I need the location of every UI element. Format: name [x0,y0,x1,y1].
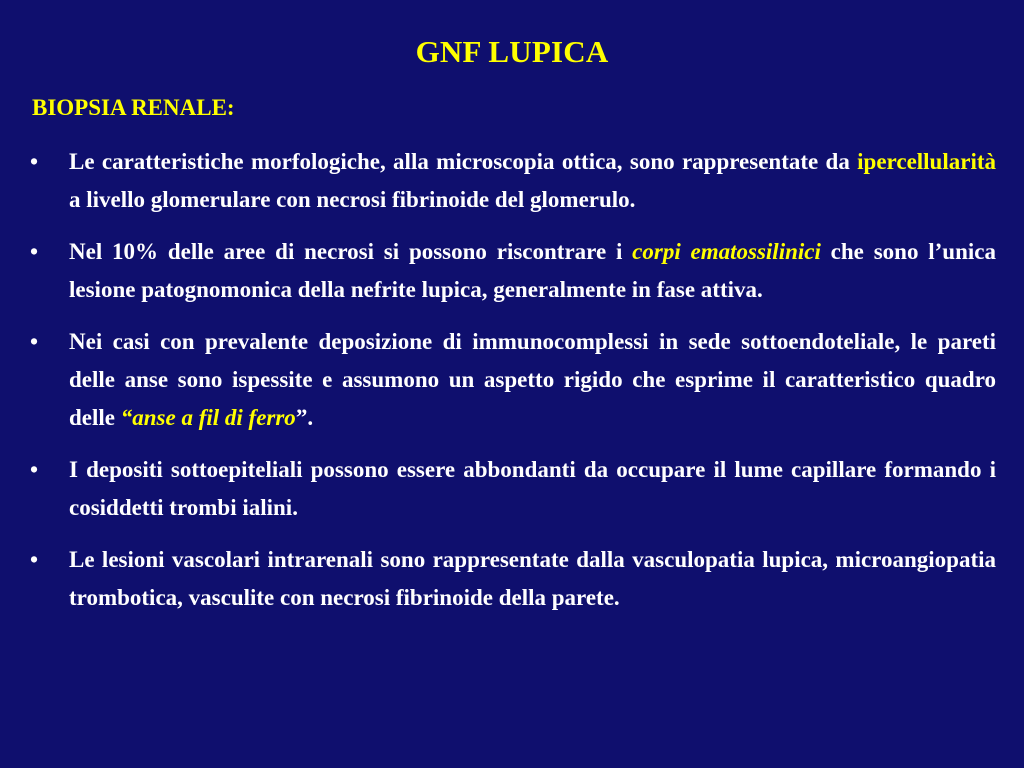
bullet-text: che sono l’unica lesione patognomonica della nefrite lupica, generalmente in fase attiva. [69,239,996,302]
bullet-icon: • [30,239,39,264]
bullet-icon: • [30,329,39,354]
bullet-icon: • [30,457,39,482]
bullet-text: Nei casi con prevalente deposizione di immunocomplessi in sede sottoendoteliale, le pareti delle anse sono ispessite e assumono un aspetto rigido che esprime il caratteristico quadro delle [69,329,996,430]
highlight-term: “anse a fil di ferro [120,405,296,430]
bullet-item-anse-fil-di-ferro [30,323,996,437]
bullet-icon: • [30,149,39,174]
bullet-text: Nel 10% delle aree di necrosi si possono riscontrare i [69,239,633,264]
bullet-text: I depositi sottoepiteliali possono essere abbondanti da occupare il lume capillare formando i cosiddetti trombi ialini. [69,457,996,520]
bullet-item-corpi-ematossilinici [30,233,996,309]
bullet-text: Le caratteristiche morfologiche, alla microscopia ottica, sono rappresentate da [69,149,858,174]
bullet-text: Le lesioni vascolari intrarenali sono rappresentate dalla vasculopatia lupica, microangiopatia trombotica, vasculite con necrosi fibrinoide della parete. [69,547,996,610]
bullet-text: a livello glomerulare con necrosi fibrinoide del glomerulo. [69,187,636,212]
bullet-text: ”. [295,405,314,430]
slide-title: GNF LUPICA [415,34,609,69]
highlight-term: corpi ematossilinici [632,239,821,264]
bullet-item-depositi-sottoepiteliali [30,451,996,527]
highlight-term: ipercellularità [857,149,996,174]
bullet-list [30,143,996,631]
bullet-icon: • [30,547,39,572]
bullet-item-ipercellularita [30,143,996,219]
bullet-item-lesioni-vascolari [30,541,996,617]
section-heading: BIOPSIA RENALE: [32,95,235,120]
